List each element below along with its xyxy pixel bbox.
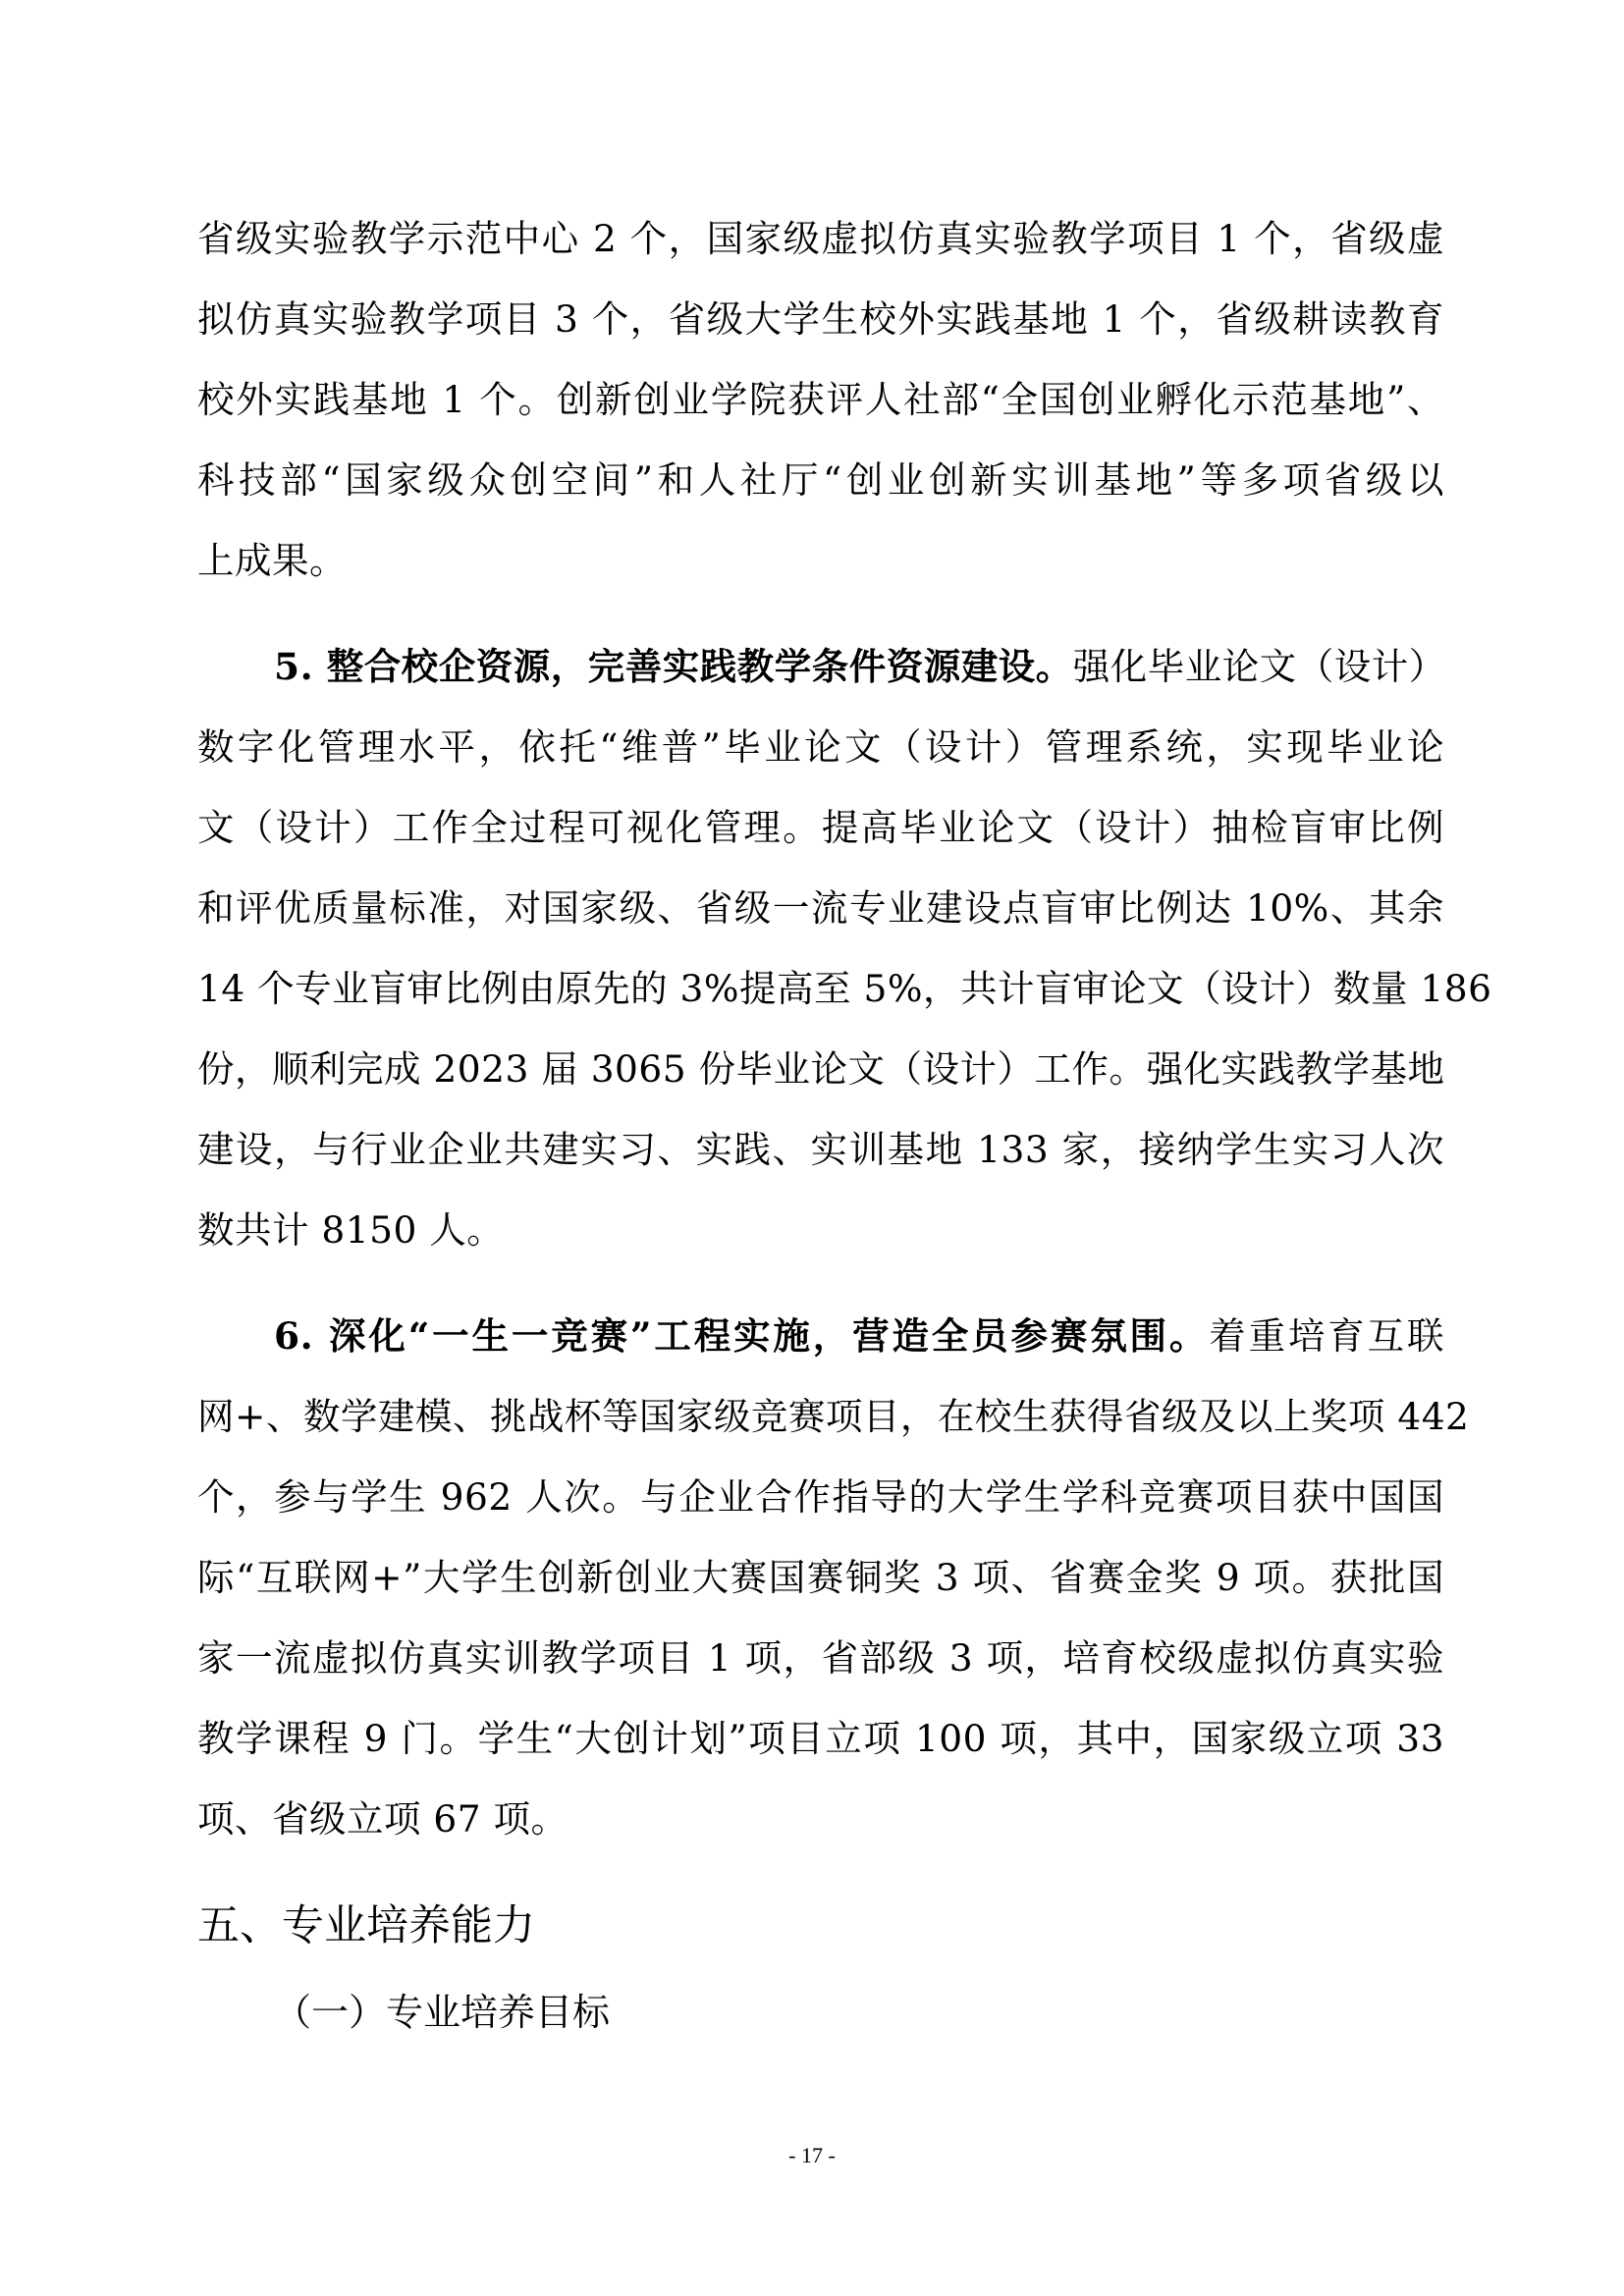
page-number: - 17 - [788,2143,836,2167]
text-line: 拟仿真实验教学项目 3 个，省级大学生校外实践基地 1 个，省级耕读教育 [197,297,1444,341]
paragraph-6-heading: 6. 深化“一生一竞赛”工程实施，营造全员参赛氛围。 [274,1314,1210,1358]
text-line: 份，顺利完成 2023 届 3065 份毕业论文（设计）工作。强化实践教学基地 [197,1047,1445,1091]
paragraph-5-first-line [274,643,1444,690]
paragraph-6-first-line-rest: 着重培育互联 [1209,1314,1445,1358]
subsection-heading: （一）专业培养目标 [274,1991,611,2034]
paragraph-6-first-line [274,1312,1444,1360]
text-line: 教学课程 9 门。学生“大创计划”项目立项 100 项，其中，国家级立项 33 [197,1717,1444,1760]
paragraph-5-heading: 5. 整合校企资源，完善实践教学条件资源建设。 [274,645,1073,688]
text-line: 个，参与学生 962 人次。与企业合作指导的大学生学科竞赛项目获中国国 [197,1475,1444,1519]
text-line: 和评优质量标准，对国家级、省级一流专业建设点盲审比例达 10%、其余 [197,886,1444,930]
text-line: 省级实验教学示范中心 2 个，国家级虚拟仿真实验教学项目 1 个，省级虚 [197,217,1444,260]
text-line: 家一流虚拟仿真实训教学项目 1 项，省部级 3 项，培育校级虚拟仿真实验 [197,1636,1444,1680]
text-line: 建设，与行业企业共建实习、实践、实训基地 133 家，接纳学生实习人次 [197,1128,1444,1171]
text-line: 项、省级立项 67 项。 [197,1797,568,1841]
paragraph-5-first-line-rest: 强化毕业论文（设计） [1072,645,1446,688]
section-heading: 五、专业培养能力 [197,1901,535,1950]
text-line: 网+、数学建模、挑战杯等国家级竞赛项目，在校生获得省级及以上奖项 442 [197,1395,1470,1438]
text-line: 科技部“国家级众创空间”和人社厅“创业创新实训基地”等多项省级以 [197,458,1444,502]
text-line: 14 个专业盲审比例由原先的 3%提高至 5%，共计盲审论文（设计）数量 186 [197,967,1492,1010]
text-line: 数字化管理水平，依托“维普”毕业论文（设计）管理系统，实现毕业论 [197,725,1444,769]
text-line: 校外实践基地 1 个。创新创业学院获评人社部“全国创业孵化示范基地”、 [197,378,1444,421]
text-line: 文（设计）工作全过程可视化管理。提高毕业论文（设计）抽检盲审比例 [197,806,1444,849]
text-line: 数共计 8150 人。 [197,1208,505,1252]
text-line: 上成果。 [197,539,347,582]
text-line: 际“互联网+”大学生创新创业大赛国赛铜奖 3 项、省赛金奖 9 项。获批国 [197,1556,1444,1599]
